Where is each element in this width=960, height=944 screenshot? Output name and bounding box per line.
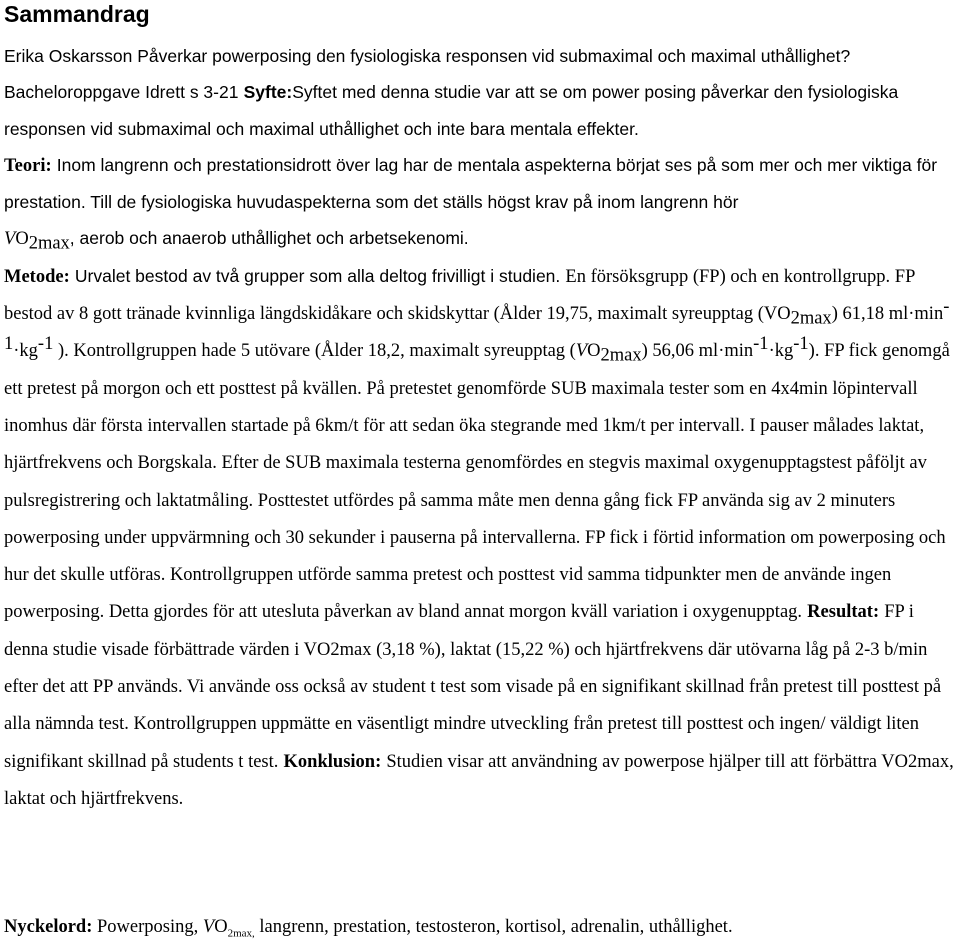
intro-line1: Erika Oskarsson Påverkar powerposing den fysiologiska responsen vid submaximal och maximal uthållighet?	[4, 46, 851, 66]
metode-text3: ) 61,18 ml·min	[831, 304, 944, 325]
metode-sup4: -1	[793, 334, 809, 355]
metode-sup2: -1	[37, 334, 54, 355]
keywords-v: V	[202, 917, 215, 937]
vo2-o: O	[15, 229, 29, 250]
keywords-text1: Powerposing,	[97, 917, 199, 937]
metode-sub1: 2max	[790, 308, 832, 329]
metode-text4: ·kg	[13, 341, 38, 362]
metode-text2: En försöksgrupp (FP) och en kontrollgrupp. FP bestod av 8 gott tränade kvinnliga längdskidåkare och skidskyttar (Ålder 19,75, maximalt syreupptag (VO	[4, 266, 915, 325]
vo2-v: V	[4, 229, 16, 250]
metode-text1: Urvalet bestod av två grupper som alla deltog frivilligt i studien.	[74, 265, 561, 286]
syfte-label: Syfte:	[243, 82, 293, 103]
page-title: Sammandrag	[4, 1, 150, 27]
metode-label: Metode:	[4, 266, 70, 287]
metode-text5: ). Kontrollgruppen hade 5 utövare (Ålder 18,2, maximalt syreupptag (	[53, 341, 576, 362]
resultat-label: Resultat:	[807, 602, 880, 623]
keywords-sub: 2max,	[227, 927, 255, 940]
konklusion-text: Studien visar att användning av powerpose hjälper till att förbättra VO2max, laktat och hjärtfrekvens.	[4, 751, 954, 809]
metode-text6: ) 56,06 ml·min	[641, 341, 754, 362]
teori-text: Inom langrenn och prestationsidrott över lag har de mentala aspekterna börjat ses på som mer och mer viktiga för prestation. Till de fysiologiska huvudaspekterna som det ställs högst krav på inom langrenn hör	[4, 154, 938, 213]
syfte-text: Syftet med denna studie var att se om power posing påverkar den fysiologiska responsen vid submaximal och maximal uthållighet och inte bara mentala effekter.	[4, 82, 899, 139]
metode-sup1: -1	[4, 296, 950, 355]
teori-text-end: , aerob och anaerob uthållighet och arbetsekenomi.	[69, 228, 469, 249]
keywords-label: Nyckelord:	[4, 917, 93, 937]
teori-label: Teori:	[4, 155, 52, 176]
metode-o2: O	[587, 341, 601, 362]
vo2-sub: 2max	[28, 234, 70, 255]
metode-text8: ). FP fick genomgå ett pretest på morgon och ett posttest på kvällen. På pretestet genomförde SUB maximala tester som en 4x4min löpintervall inomhus där första intervallen startade på 6km/t för att sedan öka stegrande med 1km/t per intervall. I pauser målades laktat, hjärtfrekvens och Borgskala. Efter de SUB maximala testerna genomfördes en stegvis maximal oxygenupptagstest påföljt av pulsregistrering och laktatmåling. Posttestet utfördes på samma måte men denna gång fick FP använda sig av 2 minuters powerposing under uppvärmning och 30 sekunder i pauserna på intervallerna. FP fick i förtid information om powerposing och hur det skulle utföras. Kontrollgruppen utförde samma pretest och posttest vid samma tidpunkter men de använde ingen powerposing. Detta gjordes för att utesluta påverkan av bland annat morgon kväll variation i oxygenupptag.	[4, 341, 950, 623]
abstract-paragraph	[4, 38, 954, 817]
keywords-line	[4, 914, 733, 940]
metode-text7: ·kg	[768, 341, 794, 362]
konklusion-label: Konklusion:	[283, 751, 382, 772]
metode-v2: V	[575, 341, 588, 362]
intro-prefix: Bacheloroppgave Idrett s 3-21	[4, 82, 239, 103]
metode-sup3: -1	[753, 334, 769, 355]
abstract-body	[4, 38, 954, 817]
keywords-o: O	[214, 917, 228, 937]
resultat-text: FP i denna studie visade förbättrade värden i VO2max (3,18 %), laktat (15,22 %) och hjärtfrekvens där utövarna låg på 2-3 b/min efter det att PP används. Vi använde oss också av student t test som visade på en signifikant skillnad från pretest till posttest på alla nämnda test. Kontrollgruppen uppmätte en väsentligt mindre utveckling från pretest till posttest och ingen/ väldigt liten signifikant skillnad på students t test.	[4, 602, 942, 772]
metode-sub2: 2max	[600, 346, 642, 367]
keywords-text2: langrenn, prestation, testosteron, kortisol, adrenalin, uthållighet.	[259, 917, 733, 937]
